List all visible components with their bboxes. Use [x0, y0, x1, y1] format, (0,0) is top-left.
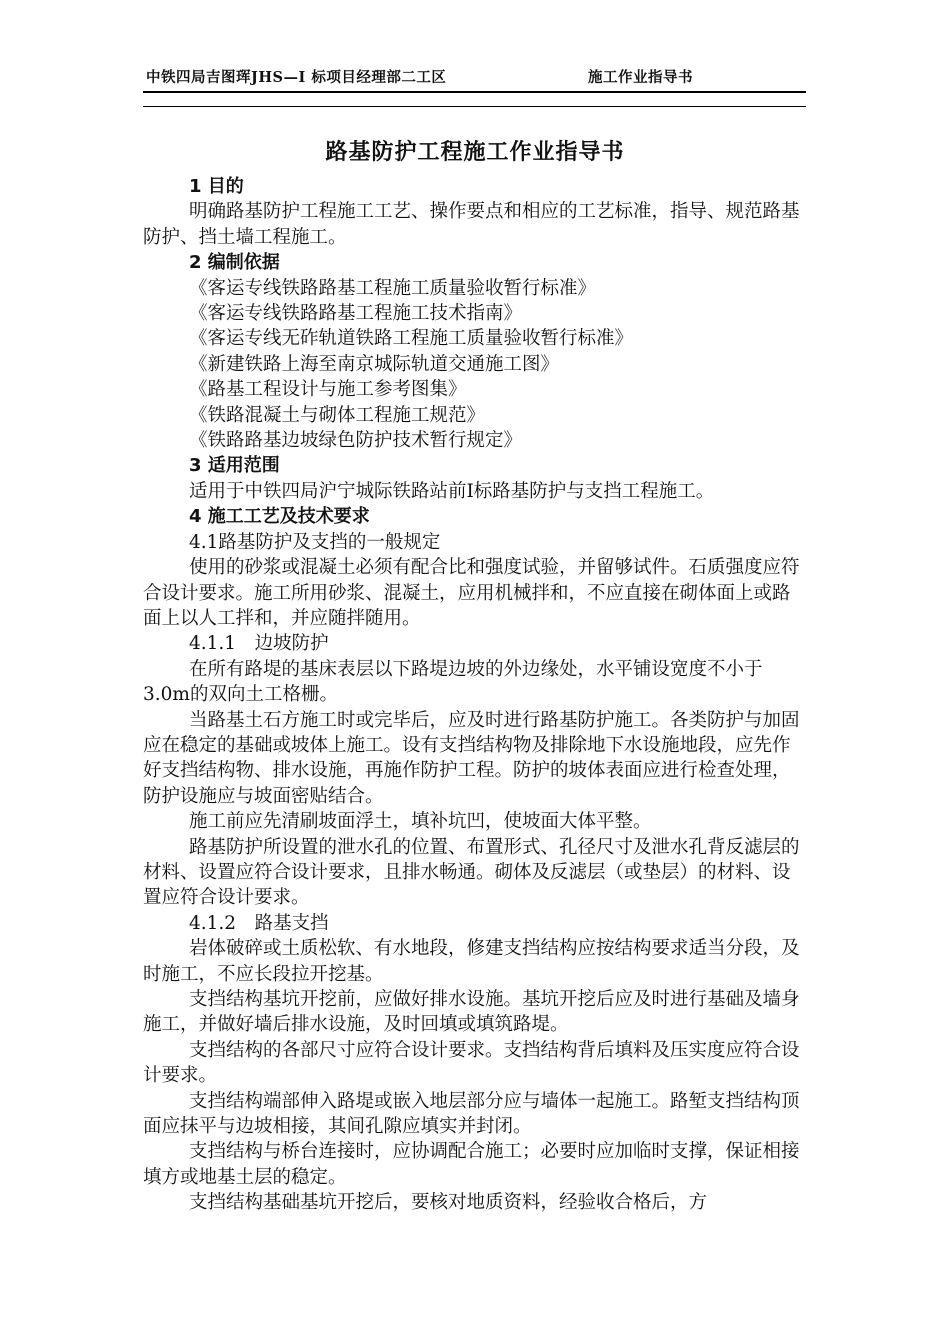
subsection-4-1-1-paragraph: 当路基土石方施工时或完毕后，应及时进行路基防护施工。各类防护与加固应在稳定的基础或坡体上施工。设有支挡结构物及排除地下水设施地段，应先作好支挡结构物、排水设施，再施作防护工程。防护的坡体表面应进行检查处理，防护设施应与坡面密贴结合。	[143, 709, 800, 807]
subsection-4-1-1-paragraph: 路基防护所设置的泄水孔的位置、布置形式、孔径尺寸及泄水孔背反滤层的材料、设置应符合设计要求，且排水畅通。砌体及反滤层（或垫层）的材料、设置应符合设计要求。	[143, 836, 800, 909]
subsection-4-1-1-paragraph: 施工前应先清刷坡面浮土，填补坑凹，使坡面大体平整。	[189, 811, 652, 833]
reference-item: 《路基工程设计与施工参考图集》	[189, 379, 467, 401]
reference-item: 《铁路混凝土与砌体工程施工规范》	[189, 404, 486, 426]
header-rule-thick	[143, 91, 806, 93]
reference-item: 《铁路路基边坡绿色防护技术暂行规定》	[189, 430, 523, 452]
section-3-paragraph: 适用于中铁四局沪宁城际铁路站前Ⅰ标路基防护与支挡工程施工。	[189, 480, 715, 502]
header-right-text: 施工作业指导书	[588, 69, 693, 86]
reference-item: 《客运专线铁路路基工程施工技术指南》	[189, 303, 523, 325]
subsection-4-1-2-paragraph: 支挡结构基坑开挖前，应做好排水设施。基坑开挖后应及时进行基础及墙身施工，并做好墙后排水设施，及时回填或填筑路堤。	[143, 989, 800, 1036]
subsection-4-1-1-paragraph: 在所有路堤的基床表层以下路堤边坡的外边缘处，水平铺设宽度不小于3.0m的双向土工格栅。	[143, 658, 763, 706]
document-body	[143, 174, 807, 1216]
subsection-4-1-2-title: 4.1.2 路基支挡	[189, 912, 329, 934]
reference-item: 《客运专线铁路路基工程施工质量验收暂行标准》	[189, 277, 597, 299]
section-3-heading: 3 适用范围	[189, 455, 280, 477]
subsection-4-1-1-title: 4.1.1 边坡防护	[189, 633, 329, 655]
section-2-heading: 2 编制依据	[189, 252, 280, 274]
document-title: 路基防护工程施工作业指导书	[325, 140, 625, 165]
header-rule-thin	[143, 106, 806, 107]
reference-item: 《客运专线无砟轨道铁路工程施工质量验收暂行标准》	[189, 328, 634, 350]
reference-item: 《新建铁路上海至南京城际轨道交通施工图》	[189, 353, 560, 375]
section-1-paragraph: 明确路基防护工程施工工艺、操作要点和相应的工艺标准，指导、规范路基防护、挡土墙工程施工。	[143, 201, 800, 248]
section-1-heading: 1 目的	[189, 176, 244, 197]
subsection-4-1-2-paragraph: 支挡结构基础基坑开挖后，要核对地质资料，经验收合格后，方	[189, 1192, 708, 1214]
section-4-heading: 4 施工工艺及技术要求	[189, 506, 370, 528]
subsection-4-1-paragraph: 使用的砂浆或混凝土必须有配合比和强度试验，并留够试件。石质强度应符合设计要求。施工所用砂浆、混凝土，应用机械拌和，不应直接在砌体面上或路面上以人工拌和，并应随拌随用。	[143, 557, 800, 629]
header-left-text: 中铁四局吉图珲JHS—Ⅰ 标项目经理部二工区	[146, 69, 447, 86]
subsection-4-1-2-paragraph: 支挡结构的各部尺寸应符合设计要求。支挡结构背后填料及压实度应符合设计要求。	[143, 1039, 800, 1087]
subsection-4-1-2-paragraph: 支挡结构端部伸入路堤或嵌入地层部分应与墙体一起施工。路堑支挡结构顶面应抹平与边坡相接，其间孔隙应填实并封闭。	[143, 1090, 800, 1138]
subsection-4-1-2-paragraph: 岩体破碎或土质松软、有水地段，修建支挡结构应按结构要求适当分段，及时施工，不应长段拉开挖基。	[143, 938, 800, 985]
subsection-4-1-title: 4.1路基防护及支挡的一般规定	[189, 531, 441, 553]
subsection-4-1-2-paragraph: 支挡结构与桥台连接时，应协调配合施工；必要时应加临时支撑，保证相接填方或地基土层的稳定。	[143, 1141, 800, 1188]
